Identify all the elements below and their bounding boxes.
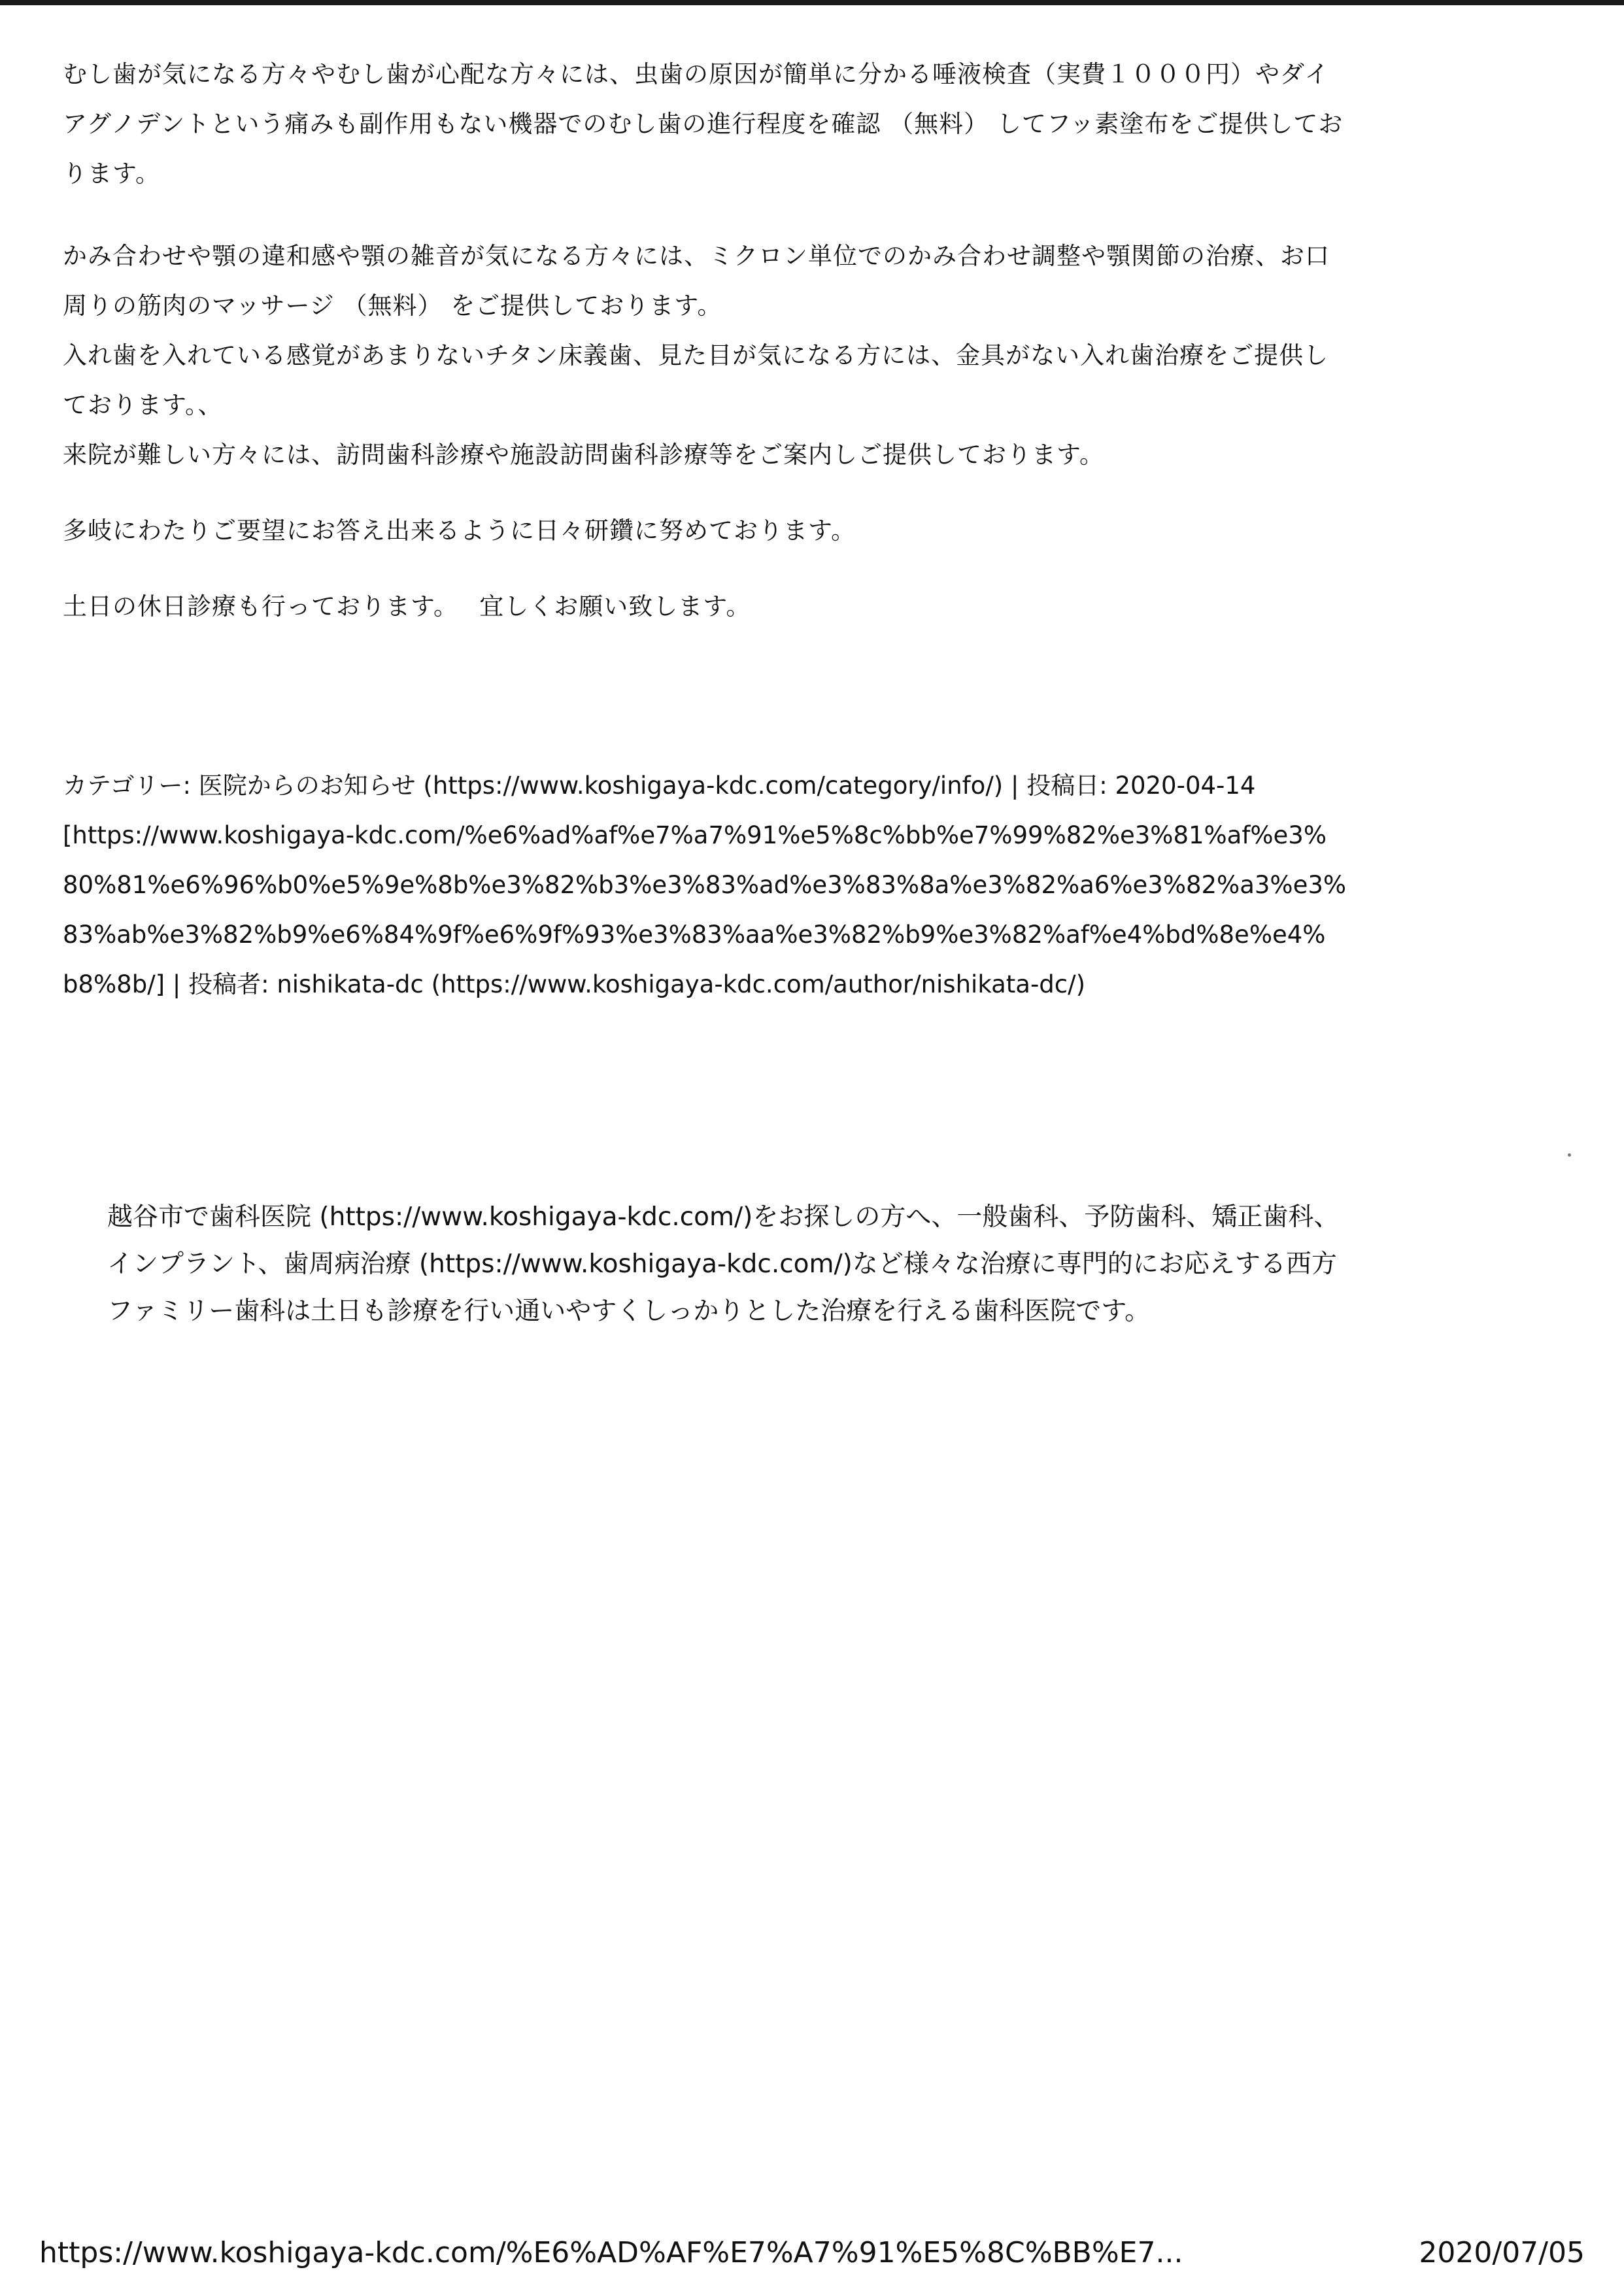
paragraph-home-visit: 来院が難しい方々には、訪問歯科診療や施設訪問歯科診療等をご案内しご提供しております。: [63, 441, 1105, 469]
text-line: かみ合わせや顎の違和感や顎の雑音が気になる方々には、ミクロン単位でのかみ合わせ調整や顎関節の治療、お口: [63, 242, 1330, 270]
paragraph-weekend-hours: 土日の休日診療も行っております。 宜しくお願い致します。: [63, 592, 751, 620]
top-edge-rule: [0, 0, 1624, 5]
text-line: 周りの筋肉のマッサージ （無料） をご提供しております。: [63, 292, 722, 320]
footer-line[interactable]: 越谷市で歯科医院 (https://www.koshigaya-kdc.com/)をお探しの方へ、一般歯科、予防歯科、矯正歯科、: [107, 1202, 1340, 1232]
category-and-date-line[interactable]: カテゴリー: 医院からのお知らせ (https://www.koshigaya-kdc.com/category/info/) | 投稿日: 2020-04-14: [63, 772, 1256, 800]
permalink-line[interactable]: 80%81%e6%96%b0%e5%9e%8b%e3%82%b3%e3%83%ad%e3%83%8a%e3%82%a6%e3%82%a3%e3%: [63, 871, 1347, 899]
clinic-footer-description: [107, 1194, 1532, 1335]
text-line: ります。: [63, 160, 161, 188]
footer-line[interactable]: インプラント、歯周病治療 (https://www.koshigaya-kdc.com/)など様々な治療に専門的にお応えする西方: [107, 1249, 1337, 1279]
print-footer-url[interactable]: https://www.koshigaya-kdc.com/%E6%AD%AF%E7%A7%91%E5%8C%BB%E7...: [39, 2236, 1183, 2269]
footer-line: ファミリー歯科は土日も診療を行い通いやすくしっかりとした治療を行える歯科医院です。: [107, 1297, 1151, 1326]
scan-speck: [1568, 1153, 1571, 1157]
permalink-line[interactable]: [https://www.koshigaya-kdc.com/%e6%ad%af%e7%a7%91%e5%8c%bb%e7%99%82%e3%81%af%e3%: [63, 821, 1327, 849]
print-footer-date: 2020/07/05: [1419, 2236, 1585, 2269]
print-footer: [39, 2235, 1585, 2271]
paragraph-training: 多岐にわたりご要望にお答え出来るように日々研鑽に努めております。: [63, 517, 856, 545]
post-meta: [63, 761, 1566, 1010]
paragraph-cavity-care: [63, 50, 1560, 199]
text-line: 入れ歯を入れている感覚があまりないチタン床義歯、見た目が気になる方には、金具がない入れ歯治療をご提供し: [63, 341, 1329, 369]
text-line: アグノデントという痛みも副作用もない機器でのむし歯の進行程度を確認 （無料） してフッ素塗布をご提供してお: [63, 110, 1344, 138]
permalink-line[interactable]: 83%ab%e3%82%b9%e6%84%9f%e6%9f%93%e3%83%aa%e3%82%b9%e3%82%af%e4%bd%8e%e4%: [63, 921, 1326, 949]
article-body: [63, 50, 1560, 632]
paragraph-dentures: [63, 331, 1560, 430]
text-line: ております。、: [63, 391, 223, 419]
text-line: むし歯が気になる方々やむし歯が心配な方々には、虫歯の原因が簡単に分かる唾液検査（実費１０００円）やダイ: [63, 60, 1330, 88]
author-line[interactable]: b8%8b/] | 投稿者: nishikata-dc (https://www.koshigaya-kdc.com/author/nishikata-dc/): [63, 970, 1086, 998]
paragraph-bite-adjustment: [63, 231, 1560, 331]
